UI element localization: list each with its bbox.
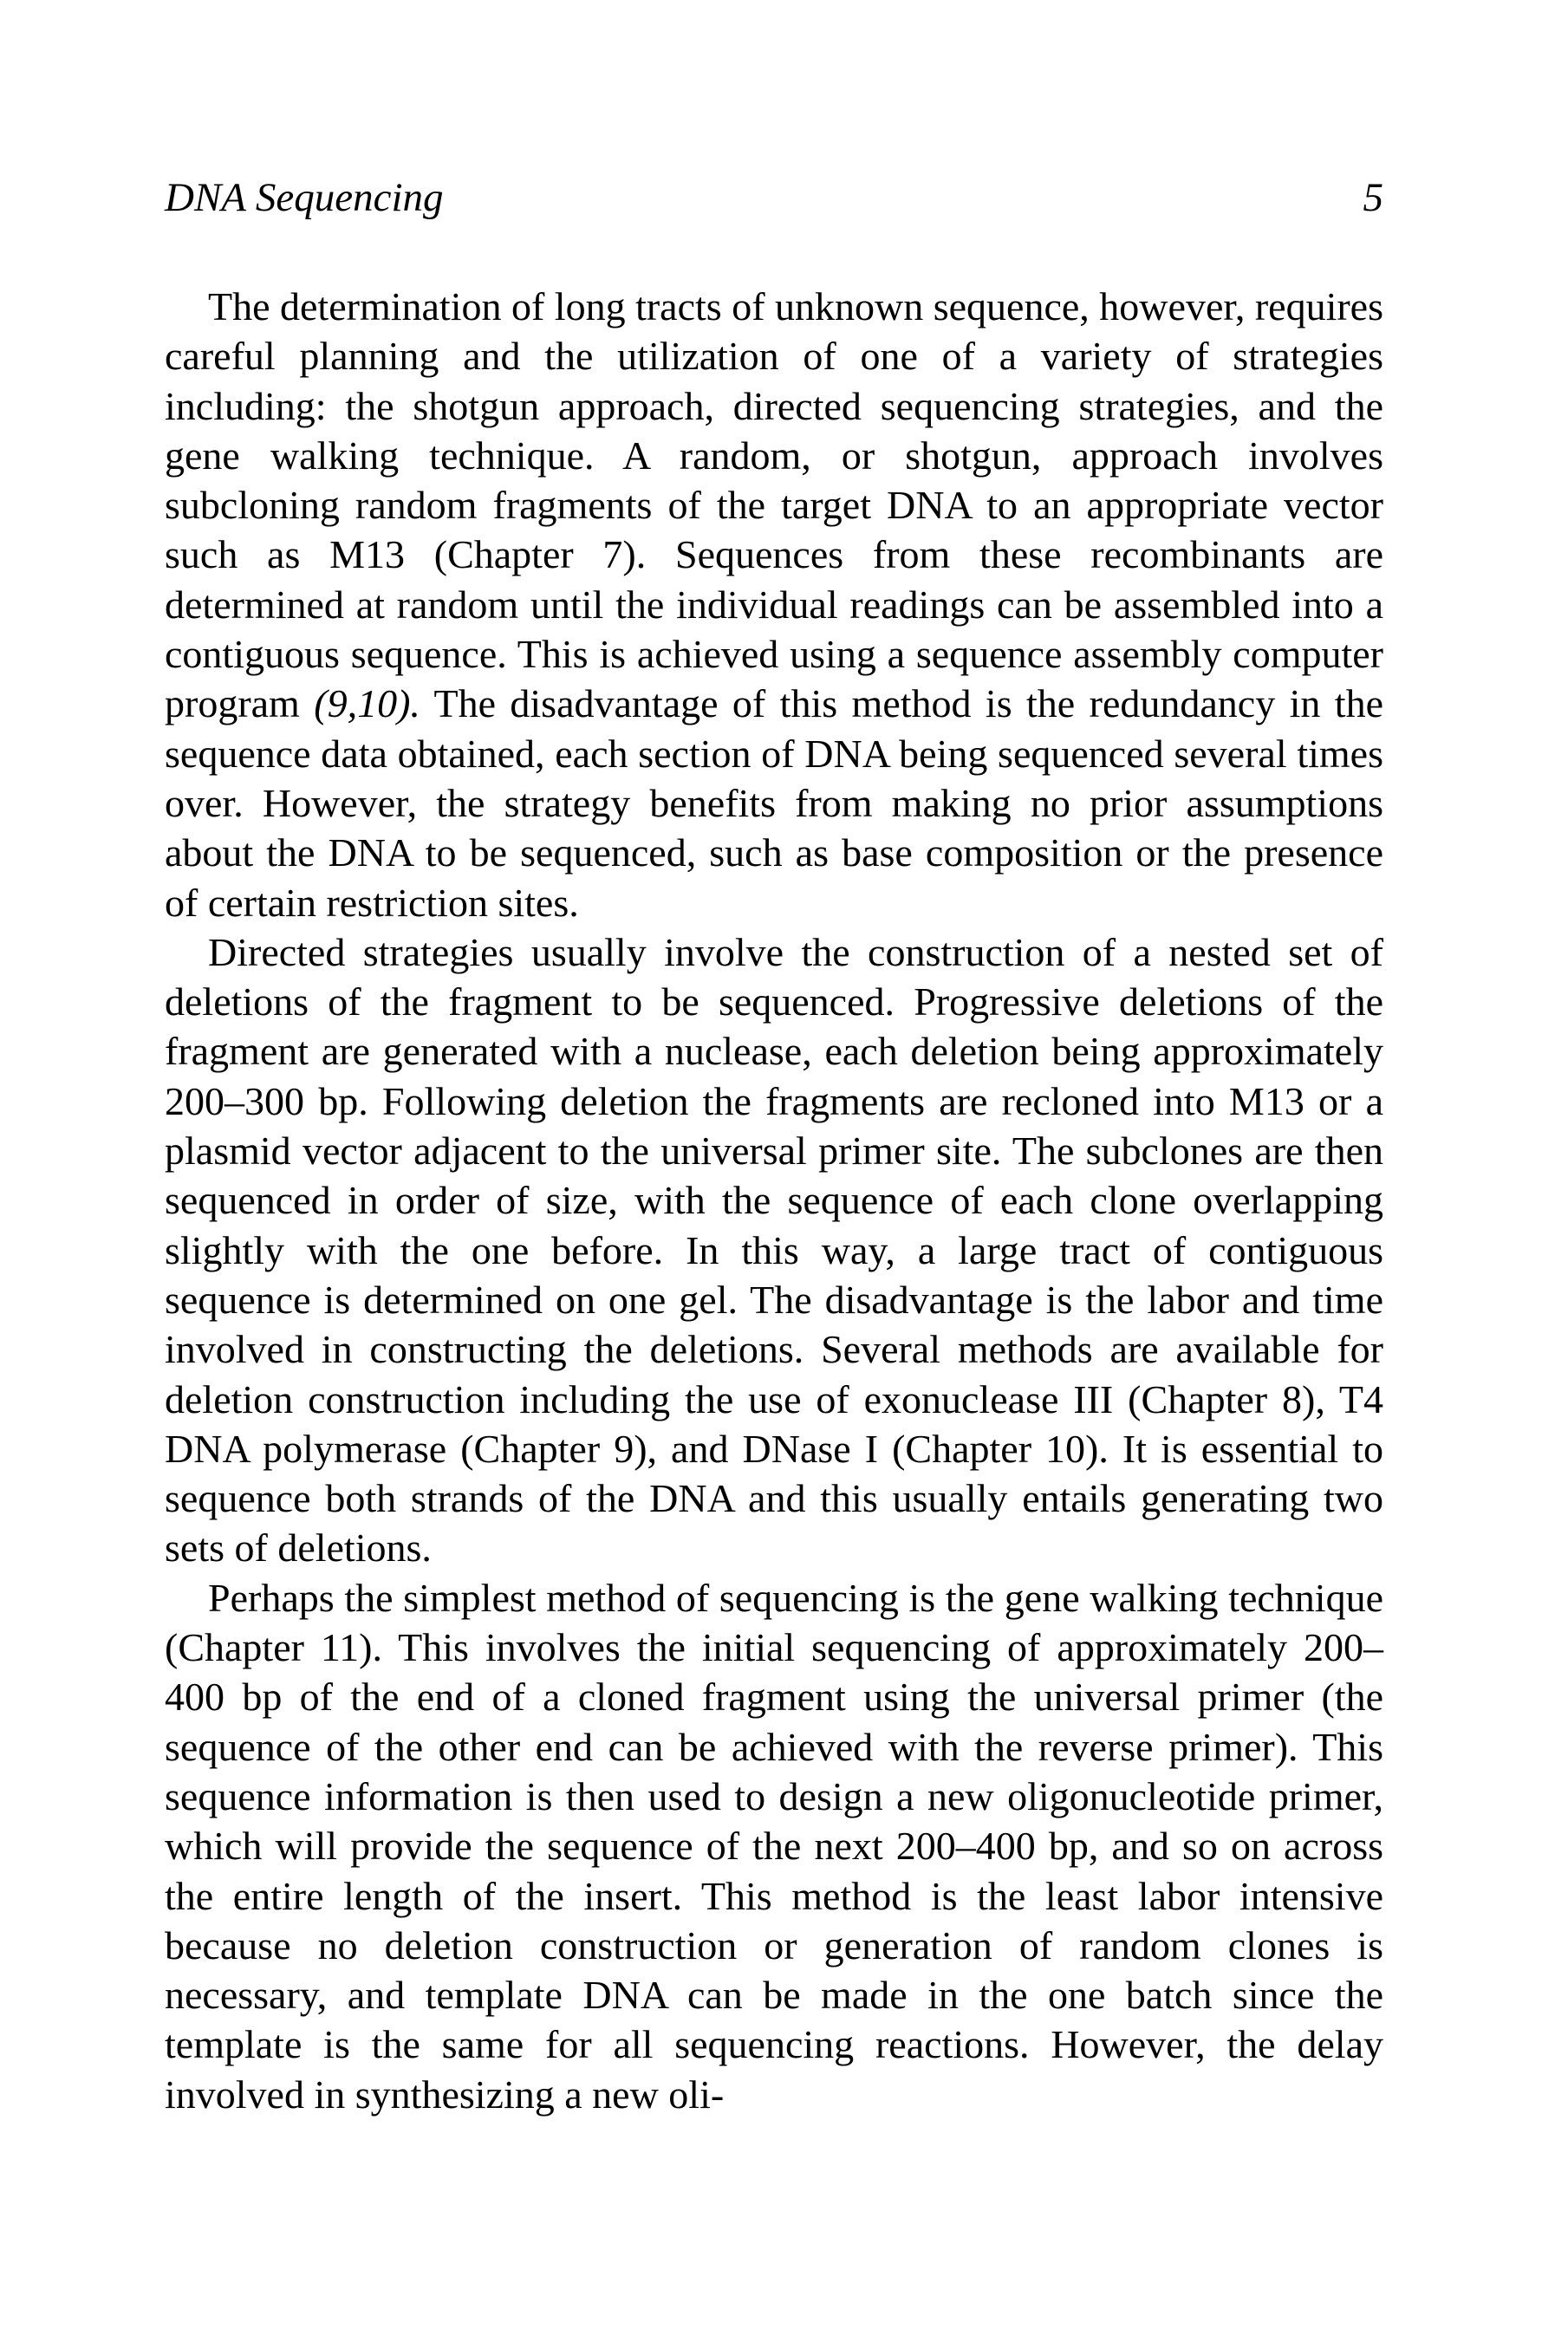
paragraph-text: The determination of long tracts of unknown sequence, however, requires careful planning and the utilization of one of a variety of strategies including: the shotgun approach, directed sequencing strategies, and the gene walking technique. A random, or shotgun, approach involves subcloning random fragments of the target DNA to an appropriate vector such as M13 (Chapter 7). Sequences from these recombinants are determined at random until the individual readings can be assembled into a contiguous sequence. This is achieved using a sequence assembly computer program — [165, 284, 1383, 726]
paragraph-shotgun-approach — [165, 282, 1383, 927]
paragraph-directed-strategies: Directed strategies usually involve the construction of a nested set of deletions of the fragment to be sequenced. Progressive deletions of the fragment are generated with a nuclease, each deletion being approximately 200–300 bp. Following deletion the fragments are recloned into M13 or a plasmid vector adjacent to the universal primer site. The subclones are then sequenced in order of size, with the sequence of each clone overlapping slightly with the one before. In this way, a large tract of contiguous sequence is determined on one gel. The disadvantage is the labor and time involved in constructing the deletions. Several methods are available for deletion construction including the use of exonuclease III (Chapter 8), T4 DNA polymerase (Chapter 9), and DNase I (Chapter 10). It is essential to sequence both strands of the DNA and this usually entails generating two sets of deletions. — [165, 929, 1383, 1571]
citation: (9,10). — [314, 681, 420, 726]
paragraph-text: The disadvantage of this method is the redundancy in the sequence data obtained, each section of DNA being sequenced several times over. However, the strategy benefits from making no prior assumptions about the DNA to be sequenced, such as base composition or the presence of certain restriction sites. — [165, 681, 1383, 925]
running-title: DNA Sequencing — [165, 175, 444, 220]
running-head — [165, 167, 1383, 228]
body-text — [165, 282, 1383, 2119]
page-number: 5 — [1363, 175, 1383, 220]
paragraph-gene-walking: Perhaps the simplest method of sequencing is the gene walking technique (Chapter 11). This involves the initial sequencing of approximately 200–400 bp of the end of a cloned fragment using the universal primer (the sequence of the other end can be achieved with the reverse primer). This sequence information is then used to design a new oligonucleotide primer, which will provide the sequence of the next 200–400 bp, and so on across the entire length of the insert. This method is the least labor intensive because no deletion construction or generation of random clones is necessary, and template DNA can be made in the one batch since the template is the same for all sequencing reactions. However, the delay involved in synthesizing a new oli- — [165, 1575, 1383, 2117]
